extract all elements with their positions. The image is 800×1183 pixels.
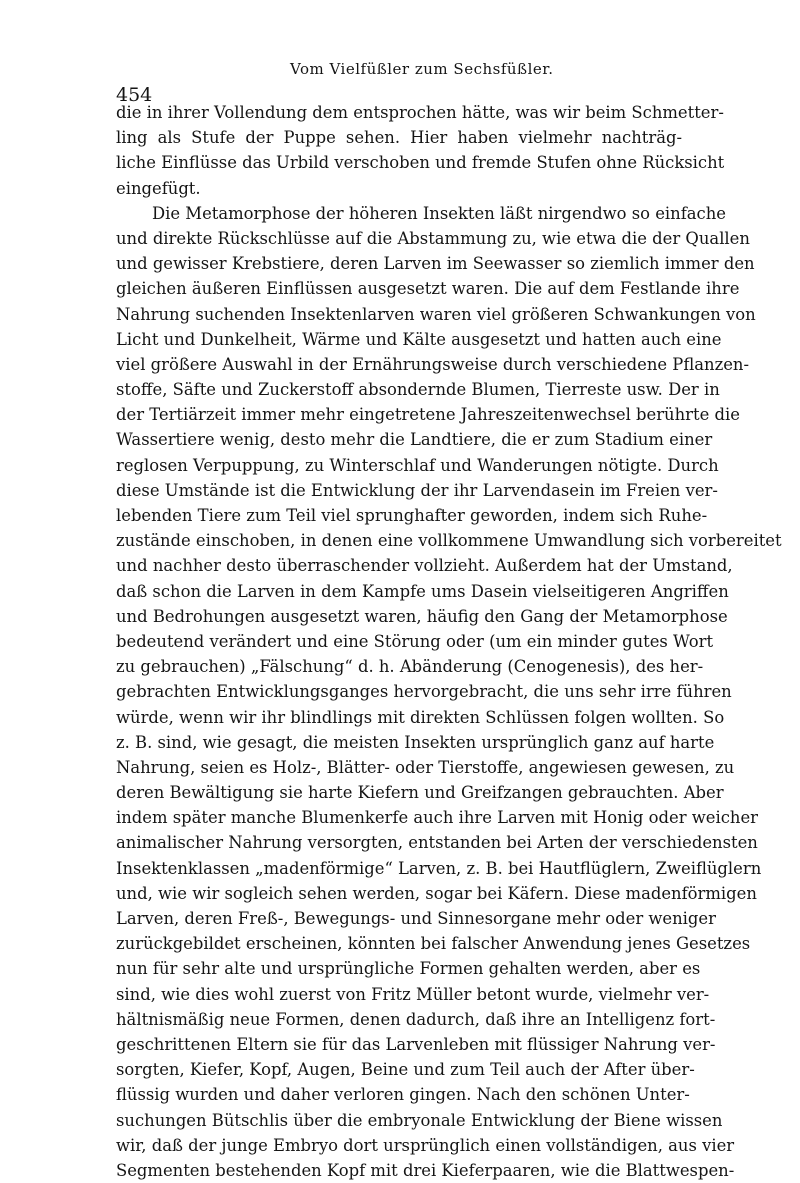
running-head: Vom Vielfüßler zum Sechsfüßler. <box>290 60 554 78</box>
text-line: zurückgebildet erscheinen, könnten bei falscher Anwendung jenes Gesetzes <box>116 934 751 954</box>
text-line: suchungen Bütschlis über die embryonale Entwicklung der Biene wissen <box>116 1110 723 1130</box>
text-line: animalischer Nahrung versorgten, entstanden bei Arten der verschiedensten <box>116 833 758 853</box>
text-line: und, wie wir sogleich sehen werden, sogar bei Käfern. Diese madenförmigen <box>116 883 757 903</box>
text-line: und direkte Rückschlüsse auf die Abstammung zu, wie etwa die der Quallen <box>116 228 750 248</box>
text-line: geschrittenen Eltern sie für das Larvenleben mit flüssiger Nahrung ver- <box>116 1034 716 1054</box>
text-line: Larven, deren Freß-, Bewegungs- und Sinnesorgane mehr oder weniger <box>116 909 716 928</box>
text-line: Nahrung suchenden Insektenlarven waren viel größeren Schwankungen von <box>116 304 756 324</box>
text-line: hältnismäßig neue Formen, denen dadurch, daß ihre an Intelligenz fort- <box>116 1009 716 1029</box>
text-line: reglosen Verpuppung, zu Winterschlaf und Wanderungen nötigte. Durch <box>116 455 719 475</box>
text-line: und nachher desto überraschender vollzieht. Außerdem hat der Umstand, <box>116 556 733 576</box>
text-line: Insektenklassen „madenförmige“ Larven, z. B. bei Hautflüglern, Zweiflüglern <box>116 858 762 878</box>
text-line: bedeutend verändert und eine Störung oder (um ein minder gutes Wort <box>116 631 714 651</box>
text-line: und gewisser Krebstiere, deren Larven im Seewasser so ziemlich immer den <box>116 254 755 274</box>
text-line: die in ihrer Vollendung dem entsprochen hätte, was wir beim Schmetter- <box>116 103 724 122</box>
text-line: lebenden Tiere zum Teil viel sprunghafter geworden, indem sich Ruhe- <box>116 506 708 525</box>
text-line: Segmenten bestehenden Kopf mit drei Kieferpaaren, wie die Blattwespen- <box>116 1160 735 1180</box>
page-number: 454 <box>116 84 153 106</box>
text-line: Licht und Dunkelheit, Wärme und Kälte ausgesetzt und hatten auch eine <box>116 329 722 349</box>
text-line: nun für sehr alte und ursprüngliche Formen gehalten werden, aber es <box>116 959 701 979</box>
text-line: liche Einflüsse das Urbild verschoben und fremde Stufen ohne Rücksicht <box>116 153 725 173</box>
text-line: der Tertiärzeit immer mehr eingetretene Jahreszeitenwechsel berührte die <box>116 405 740 425</box>
text-line: viel größere Auswahl in der Ernährungsweise durch verschiedene Pflanzen- <box>116 354 750 374</box>
text-line: sind, wie dies wohl zuerst von Fritz Müller betont wurde, vielmehr ver- <box>116 984 710 1004</box>
text-line: eingefügt. <box>116 178 201 198</box>
text-line: Nahrung, seien es Holz-, Blätter- oder Tierstoffe, angewiesen gewesen, zu <box>116 757 735 777</box>
text-line: gebrachten Entwicklungsganges hervorgebracht, die uns sehr irre führen <box>116 682 732 702</box>
text-line: indem später manche Blumenkerfe auch ihre Larven mit Honig oder weicher <box>116 808 758 828</box>
text-line: zustände einschoben, in denen eine vollkommene Umwandlung sich vorbereitet <box>116 531 782 551</box>
body-text <box>116 100 782 1183</box>
text-line: stoffe, Säfte und Zuckerstoff absondernde Blumen, Tierreste usw. Der in <box>116 380 720 400</box>
text-line: Wassertiere wenig, desto mehr die Landtiere, die er zum Stadium einer <box>116 430 713 450</box>
text-line: gleichen äußeren Einflüssen ausgesetzt waren. Die auf dem Festlande ihre <box>116 279 740 299</box>
text-line: z. B. sind, wie gesagt, die meisten Insekten ursprünglich ganz auf harte <box>116 732 715 752</box>
text-line: würde, wenn wir ihr blindlings mit direkten Schlüssen folgen wollten. So <box>116 707 725 727</box>
text-line: Die Metamorphose der höheren Insekten läßt nirgendwo so einfache <box>152 203 726 223</box>
text-line: diese Umstände ist die Entwicklung der ihr Larvendasein im Freien ver- <box>116 480 718 500</box>
text-line: zu gebrauchen) „Fälschung“ d. h. Abänderung (Cenogenesis), des her- <box>116 657 704 677</box>
text-line: flüssig wurden und daher verloren gingen. Nach den schönen Unter- <box>116 1085 690 1105</box>
text-line: ling als Stufe der Puppe sehen. Hier haben vielmehr nachträg- <box>116 128 682 148</box>
text-line: wir, daß der junge Embryo dort ursprünglich einen vollständigen, aus vier <box>116 1135 735 1155</box>
text-line: daß schon die Larven in dem Kampfe ums Dasein vielseitigeren Angriffen <box>116 581 729 601</box>
text-line: und Bedrohungen ausgesetzt waren, häufig den Gang der Metamorphose <box>116 606 728 626</box>
text-line: deren Bewältigung sie harte Kiefern und Greifzangen gebrauchten. Aber <box>116 783 724 803</box>
text-line: sorgten, Kiefer, Kopf, Augen, Beine und zum Teil auch der After über- <box>116 1060 695 1080</box>
